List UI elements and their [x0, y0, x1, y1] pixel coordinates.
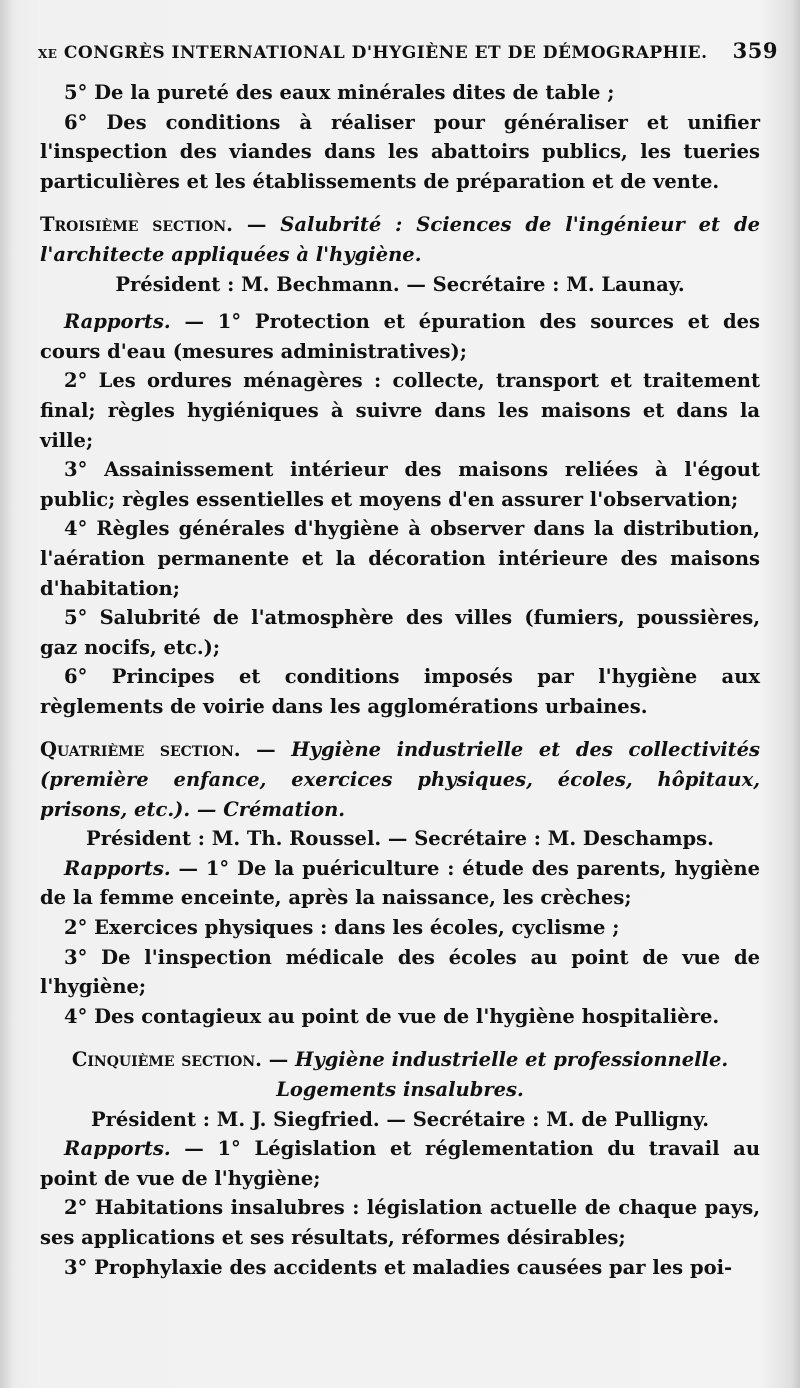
- list-item: Rapports. — 1° De la puériculture : étude des parents, hygiène de la femme enceinte, après la naissance, les crèches;: [40, 856, 760, 910]
- officers-line: Président : M. J. Siegfried. — Secrétaire : M. de Pulligny.: [91, 1107, 709, 1131]
- running-head: [38, 38, 778, 63]
- section-title: Hygiène industrielle et des collectivités (première enfance, exercices physiques, écoles, hôpitaux, prisons, etc.). — Crémation.: [40, 738, 761, 821]
- officers-line: Président : M. Bechmann. — Secrétaire : M. Launay.: [115, 272, 685, 296]
- list-item: 5° Salubrité de l'atmosphère des villes (fumiers, poussières, gaz nocifs, etc.);: [40, 606, 760, 659]
- rapports-label: Rapports.: [64, 310, 171, 334]
- rapports-label: Rapports.: [64, 856, 171, 880]
- list-item: 3° Prophylaxie des accidents et maladies causées par les poi-: [64, 1255, 733, 1279]
- section-heading: Quatrième section. — Hygiène industrielle et des collectivités (première enfance, exercices physiques, écoles, hôpitaux, prisons, etc.). — Crémation.: [40, 738, 761, 821]
- list-item: Rapports. — 1° Protection et épuration des sources et des cours d'eau (mesures administratives);: [40, 310, 760, 363]
- list-item: 2° Habitations insalubres : législation actuelle de chaque pays, ses applications et ses résultats, réformes désirables;: [40, 1196, 760, 1249]
- list-item: 6° Des conditions à réaliser pour généraliser et unifier l'inspection des viandes dans les abattoirs publics, les tueries particulières et les établissements de préparation et de vente.: [40, 110, 760, 193]
- list-item: 2° Les ordures ménagères : collecte, transport et traitement final; règles hygiéniques à suivre dans les maisons et dans la ville;: [40, 369, 760, 452]
- list-item: 2° Exercices physiques : dans les écoles, cyclisme ;: [64, 916, 620, 940]
- section-title: Hygiène industrielle et professionnelle.: [295, 1048, 729, 1072]
- section-label: Troisième section.: [40, 213, 233, 237]
- section-label: Quatrième section.: [40, 738, 241, 762]
- running-title: xe CONGRÈS INTERNATIONAL D'HYGIÈNE ET DE DÉMOGRAPHIE.: [38, 43, 708, 63]
- list-item: 3° Assainissement intérieur des maisons reliées à l'égout public; règles essentielles et moyens d'en assurer l'observation;: [40, 458, 760, 511]
- section-heading: Cinquième section. — Hygiène industrielle et professionnelle.: [71, 1048, 729, 1072]
- list-item: 5° De la pureté des eaux minérales dites de table ;: [64, 81, 615, 104]
- list-item: Rapports. — 1° Législation et réglementation du travail au point de vue de l'hygiène;: [40, 1137, 760, 1190]
- rapports-label: Rapports.: [64, 1137, 171, 1161]
- section-subtitle: Logements insalubres.: [276, 1078, 524, 1101]
- page-number: 359: [732, 38, 778, 63]
- list-item: 4° Règles générales d'hygiène à observer dans la distribution, l'aération permanente et la décoration intérieure des maisons d'habitation;: [40, 517, 760, 600]
- section-heading: Troisième section. — Salubrité : Sciences de l'ingénieur et de l'architecte appliquées à l'hygiène.: [40, 213, 760, 266]
- officers-line: Président : M. Th. Roussel. — Secrétaire : M. Deschamps.: [86, 827, 714, 851]
- list-item: 3° De l'inspection médicale des écoles au point de vue de l'hygiène;: [40, 945, 760, 999]
- list-item: 4° Des contagieux au point de vue de l'hygiène hospitalière.: [64, 1004, 720, 1028]
- section-label: Cinquième section.: [71, 1048, 262, 1072]
- section-title: Salubrité : Sciences de l'ingénieur et de l'architecte appliquées à l'hygiène.: [40, 213, 760, 266]
- body-text: [40, 78, 760, 1282]
- list-item: 6° Principes et conditions imposés par l'hygiène aux règlements de voirie dans les agglomérations urbaines.: [40, 665, 760, 718]
